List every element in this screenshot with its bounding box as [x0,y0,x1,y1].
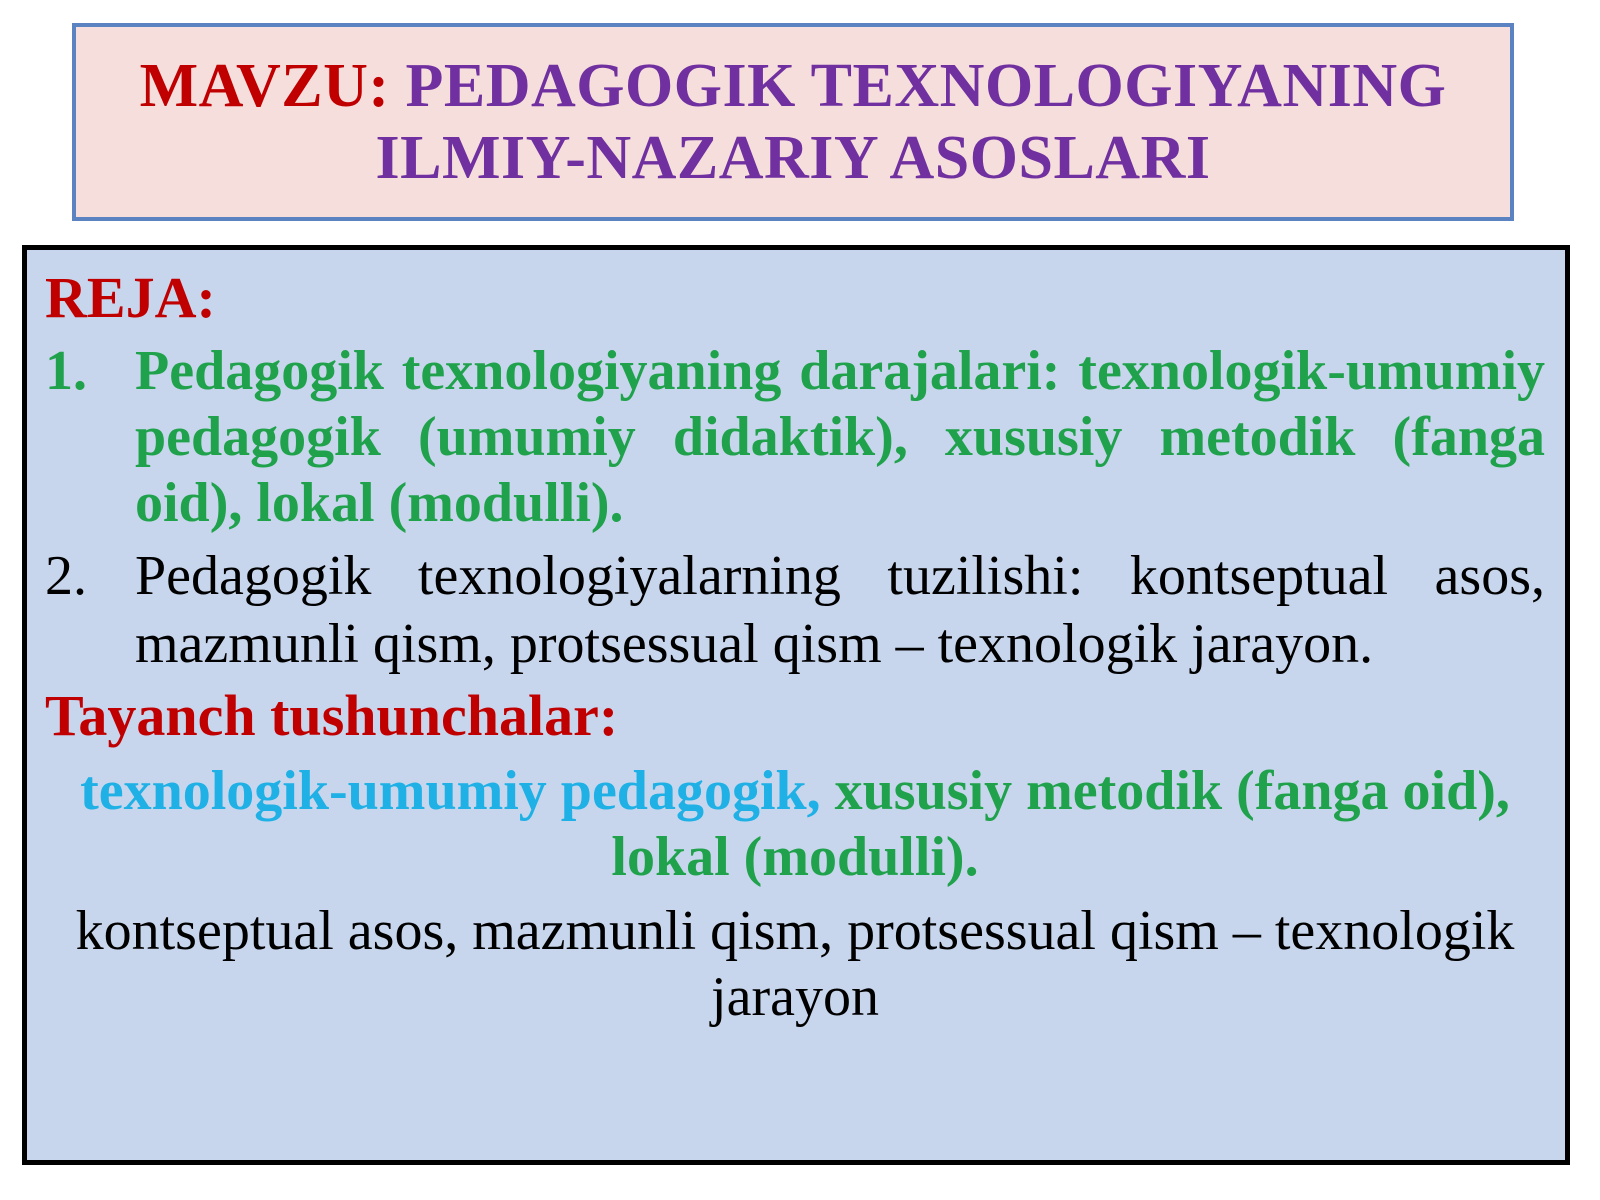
plan-item-1 [45,338,1545,536]
slide-title [76,50,1510,194]
concepts-plain-text: kontseptual asos, mazmunli qism, protsessual qism – texnologik jarayon [75,900,1515,1028]
title-box [72,23,1514,221]
plan-item-number: 1. [45,340,87,402]
plan-item-number: 2. [45,545,87,607]
concept-cyan-text: texnologik-umumiy pedagogik, [80,760,821,822]
plan-heading: REJA: [45,265,216,330]
title-main: PEDAGOGIK TEXNOLOGIYANING ILMIY-NAZARIY ASOSLARI [375,52,1447,192]
concepts-colored-line [45,758,1545,890]
plan-item-text: Pedagogik texnologiyaning darajalari: texnologik-umumiy pedagogik (umumiy didaktik), xususiy metodik (fanga oid), lokal (modulli). [135,340,1545,534]
plan-list [45,338,1545,678]
content-box [22,245,1570,1165]
title-prefix: MAVZU: [139,52,390,120]
concept-green-text: xususiy metodik (fanga oid), lokal (modulli). [611,760,1510,888]
concepts-heading: Tayanch tushunchalar: [45,683,619,748]
plan-item-text: Pedagogik texnologiyalarning tuzilishi: kontseptual asos, mazmunli qism, protsessual qism – texnologik jarayon. [135,545,1545,675]
plan-item-2 [45,542,1545,678]
